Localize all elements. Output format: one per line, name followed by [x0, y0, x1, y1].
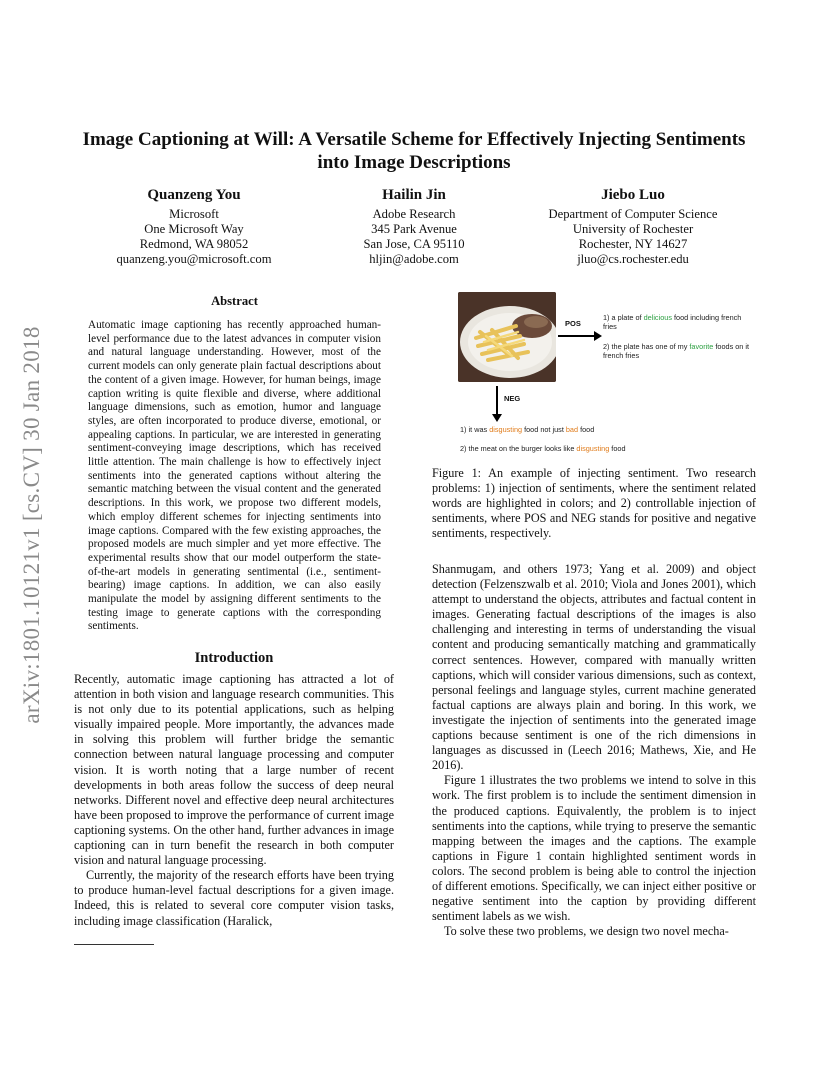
pos-caption-2: 2) the plate has one of my favorite foods on it french fries [603, 342, 750, 361]
neg-arrow-icon [491, 386, 503, 422]
arxiv-stamp [6, 290, 58, 760]
introduction-heading: Introduction [194, 650, 274, 666]
french-fries-image [458, 292, 556, 382]
neg-label: NEG [504, 394, 521, 403]
title-line-1: Image Captioning at Will: A Versatile Scheme for Effectively Injecting Sentiments [82, 129, 746, 150]
author-city: Redmond, WA 98052 [139, 237, 249, 251]
author-city: San Jose, CA 95110 [363, 237, 465, 251]
right-paragraph-3: To solve these two problems, we design two novel mecha- [444, 924, 729, 939]
title-line-2: into Image Descriptions [317, 152, 511, 173]
right-column-body [432, 562, 756, 939]
author-address: University of Rochester [572, 222, 694, 236]
author-block-1 [88, 186, 300, 267]
author-affiliation: Department of Computer Science [548, 207, 718, 221]
food-photo [458, 292, 556, 382]
footnote-rule [74, 944, 154, 945]
arxiv-id: arXiv:1801.10121v1 [cs.CV] 30 Jan 2018 [19, 326, 44, 724]
left-column-body [74, 672, 394, 929]
paper-title [60, 128, 768, 174]
pos-label: POS [565, 319, 581, 328]
neg-caption-2: 2) the meat on the burger looks like disgusting food [460, 444, 626, 453]
author-email: jluo@cs.rochester.edu [577, 252, 689, 266]
author-name: Jiebo Luo [601, 187, 665, 203]
pos-arrow-icon [558, 330, 602, 342]
author-affiliation: Microsoft [169, 207, 219, 221]
author-name: Quanzeng You [147, 187, 241, 203]
pos-caption-1: 1) a plate of delicious food including french fries [603, 313, 742, 332]
intro-paragraph-1: Recently, automatic image captioning has attracted a lot of attention in both vision and language research communities. This is not only due to its potential applications, such as helping visually impaired people. More importantly, the advances made in solving this problem will further bridge the semantic connection between natural language processing and computer vision. It is worth noting that a large number of recent developments in both areas follow the success of deep neural networks. Different novel and effective deep neural architectures have been proposed to improve the performance of current image captioning systems. On the other hand, further advances in image captioning can in turn benefit the research in both computer vision and natural language processing. [74, 672, 394, 868]
negative-word: disgusting [576, 444, 610, 453]
author-email: quanzeng.you@microsoft.com [116, 252, 272, 266]
figure-1-caption: Figure 1: An example of injecting sentiment. Two research problems: 1) injection of sentiments, where the sentiment related words are highlighted in colors; and 2) controllable injection of sentiments, where POS and NEG stands for positive and negative sentiments, respectively. [432, 466, 756, 541]
negative-word: disgusting [489, 425, 523, 434]
figure-1 [432, 284, 756, 456]
neg-caption-1: 1) it was disgusting food not just bad food [460, 425, 595, 434]
abstract-text: Automatic image captioning has recently approached human-level performance due to the latest advances in computer vision and natural language understanding. However, most of the current models can only generate plain factual descriptions about the content of a given image. However, for human beings, image caption writing is quite flexible and diverse, where additional language dimensions, such as emotion, humor and language styles, are often incorporated to produce diverse, emotional, or appealing captions. In particular, we are interested in generating sentiment-conveying image descriptions, which has received little attention. The main challenge is how to effectively inject sentiments into the generated captions without altering the semantic matching between the visual content and the generated descriptions. In this work, we propose two different models, which employ different schemes for injecting sentiments into image captions. Compared with the few existing approaches, the proposed models are much simpler and yet more effective. The experimental results show that our model outperform the state-of-the-art models in generating sentimental (i.e., sentiment-bearing) image captions. In addition, we can also easily manipulate the model by assigning different sentiments to the testing image to generate captions with the corresponding sentiments. [88, 319, 381, 633]
author-city: Rochester, NY 14627 [578, 237, 688, 251]
positive-word: delicious [643, 313, 672, 322]
negative-word: bad [565, 425, 579, 434]
author-block-2 [330, 186, 498, 267]
right-paragraph-1: Shanmugam, and others 1973; Yang et al. 2009) and object detection (Felzenszwalb et al. 2010; Viola and Jones 2001), which attempt to understand the objects, attributes and factual content in images. Generating factual descriptions of the images is also challenging and interesting in terms of understanding the visual content and producing semantically matching and grammatically correct sentences. However, compared with manually written captions, which will consider various dimensions, such as context, personal feelings and language styles, current machine generated factual captions are always plain and boring. In this work, we investigate the injection of sentiments into the generated image captions because sentiment is one of the rich dimensions in languages as discussed in (Leech 2016; Mathews, Xie, and He 2016). [432, 562, 756, 773]
author-name: Hailin Jin [382, 187, 446, 203]
abstract-heading: Abstract [211, 294, 258, 308]
right-paragraph-2: Figure 1 illustrates the two problems we intend to solve in this work. The first problem is to include the sentiment dimension in the produced captions. Equivalently, the problem is to inject sentiments into the captions, while trying to preserve the semantic mapping between the images and the captions. The example captions in Figure 1 contain highlighted sentiment words in colors. The second problem is being able to control the injection of different emotions. Specifically, we can inject either positive or negative sentiment into the caption by providing different sentiment labels as we wish. [432, 773, 756, 924]
author-affiliation: Adobe Research [372, 207, 456, 221]
author-block-3 [526, 186, 740, 267]
intro-paragraph-2: Currently, the majority of the research efforts have been trying to produce human-level factual descriptions for a given image. Indeed, this is related to several core computer vision tasks, including image classification (Haralick, [74, 868, 394, 928]
author-email: hljin@adobe.com [369, 252, 459, 266]
author-address: 345 Park Avenue [371, 222, 457, 236]
positive-word: favorite [689, 342, 714, 351]
author-address: One Microsoft Way [144, 222, 244, 236]
